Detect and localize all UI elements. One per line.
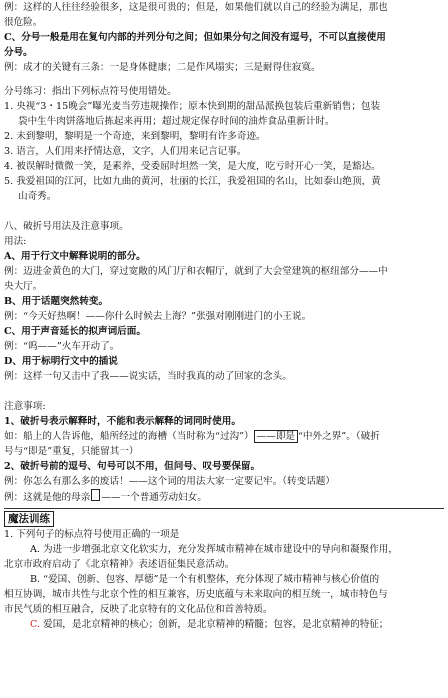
intro-line: 很危险。 [4, 17, 43, 28]
question-1: 1. 下列句子的标点符号使用正确的一项是 [4, 529, 180, 540]
option-c: C. 爱国，是北京精神的核心；创新，是北京精神的精髓；包容，是北京精神的特征； [30, 619, 389, 630]
exercise-title: 分号练习：指出下列标点符号使用错处。 [4, 86, 177, 97]
usage-a-example: 例：迈进金黄色的大门，穿过宽敞的风门厅和衣帽厅，就到了大会堂建筑的枢纽部分——中 [4, 266, 388, 277]
insertion-box [91, 489, 100, 501]
section-heading: 八、破折号用法及注意事项。 [4, 221, 129, 232]
usage-c-example: 例：“呜——”火车开动了。 [4, 341, 120, 352]
usage-label: 用法: [4, 236, 27, 247]
intro-line: 例：这样的人往往经验很多，这是很可贵的；但是，如果他们就以自己的经验为满足，那也 [4, 2, 388, 13]
divider [4, 508, 444, 509]
rule-c: 分号。 [4, 47, 33, 58]
note-1-example: 号与“即是”重复，只能留其一） [4, 446, 139, 457]
note-1-example: 如：船上的人告诉他，船所经过的海槽（当时称为“过沟”） ——即是 “中外之界”。（破折 [4, 431, 380, 442]
usage-c-title: C、用于声音延长的拟声词后面。 [4, 326, 146, 337]
training-title-row [4, 511, 444, 527]
exercise-item: 2. 未到黎明，黎明是一个奇迹，来到黎明，黎明有许多奇迹。 [4, 131, 266, 142]
notes-heading: 注意事项: [4, 401, 46, 412]
usage-d-title: D、用于标明行文中的插说 [4, 356, 118, 367]
usage-a-example: 央大厅。 [4, 281, 43, 292]
exercise-list [4, 99, 444, 204]
option-c-label: C. [30, 619, 41, 630]
training-title: 魔法训练 [4, 511, 54, 527]
option-b: 相互协调，城市共性与北京个性的相互兼容，历史底蕴与未来取向的相互统一，城市特色与 [4, 589, 388, 600]
exercise-item: 4. 被误解时微微一笑，是素养，受委屈时坦然一笑，是大度，吃亏时开心一笑，是豁达。 [4, 161, 381, 172]
usage-a-title: A、用于行文中解释说明的部分。 [4, 251, 146, 262]
note-2-example: 例：你怎么有那么多的废话！——这个词的用法大家一定要记牢。（转变话题） [4, 476, 335, 487]
note-3-example: 例：这就是他的母亲 ——一个普通劳动妇女。 [4, 489, 444, 505]
option-a: A. 为进一步增强北京文化软实力，充分发挥城市精神在城市建设中的导向和凝聚作用， [30, 544, 398, 555]
exercise-item: 1. 央视“3・15晚会”曝光麦当劳违规操作；原本快到期的甜品派换包装后重新销售；包装 袋中生牛肉饼落地后拣起来再用；超过规定保存时间的油炸食品重新计时。 [4, 101, 381, 127]
exercise-item: 3. 语言，人们用来抒情达意，文字，人们用来记言记事。 [4, 146, 247, 157]
example-c: 例：成才的关键有三条：一是身体健康；二是作风塌实；三是耐得住寂寞。 [4, 62, 321, 73]
note-1-title: 1、破折号表示解释时，不能和表示解释的词同时使用。 [4, 416, 241, 427]
usage-b-title: B、用于话题突然转变。 [4, 296, 109, 307]
exercise-item: 5. 我爱祖国的江河，比如九曲的黄河，壮丽的长江，我爱祖国的名山，比如泰山绝顶，黄 山奇秀。 [4, 176, 381, 202]
option-a: 北京市政府启动了《北京精神》表述语征集民意活动。 [4, 559, 235, 570]
boxed-dash: ——即是 [254, 430, 298, 443]
option-b: 市民气质的相互融合，反映了北京特有的文化品位和首善特质。 [4, 604, 273, 615]
rule-c: C、分号一般是用在复句内部的并列分句之间；但如果分句之间没有逗号，不可以直接使用 [4, 32, 386, 43]
usage-d-example: 例：这样一句又击中了我——说实话，当时我真的动了回家的念头。 [4, 371, 292, 382]
option-b: B. “爱国、创新、包容、厚德”是一个有机整体，充分体现了城市精神与核心价值的 [30, 574, 380, 585]
note-2-title: 2、破折号前的逗号、句号可以不用，但问号、叹号要保留。 [4, 461, 261, 472]
usage-b-example: 例：“今天好热啊！——你什么时候去上海？”张强对刚刚进门的小王说。 [4, 311, 312, 322]
